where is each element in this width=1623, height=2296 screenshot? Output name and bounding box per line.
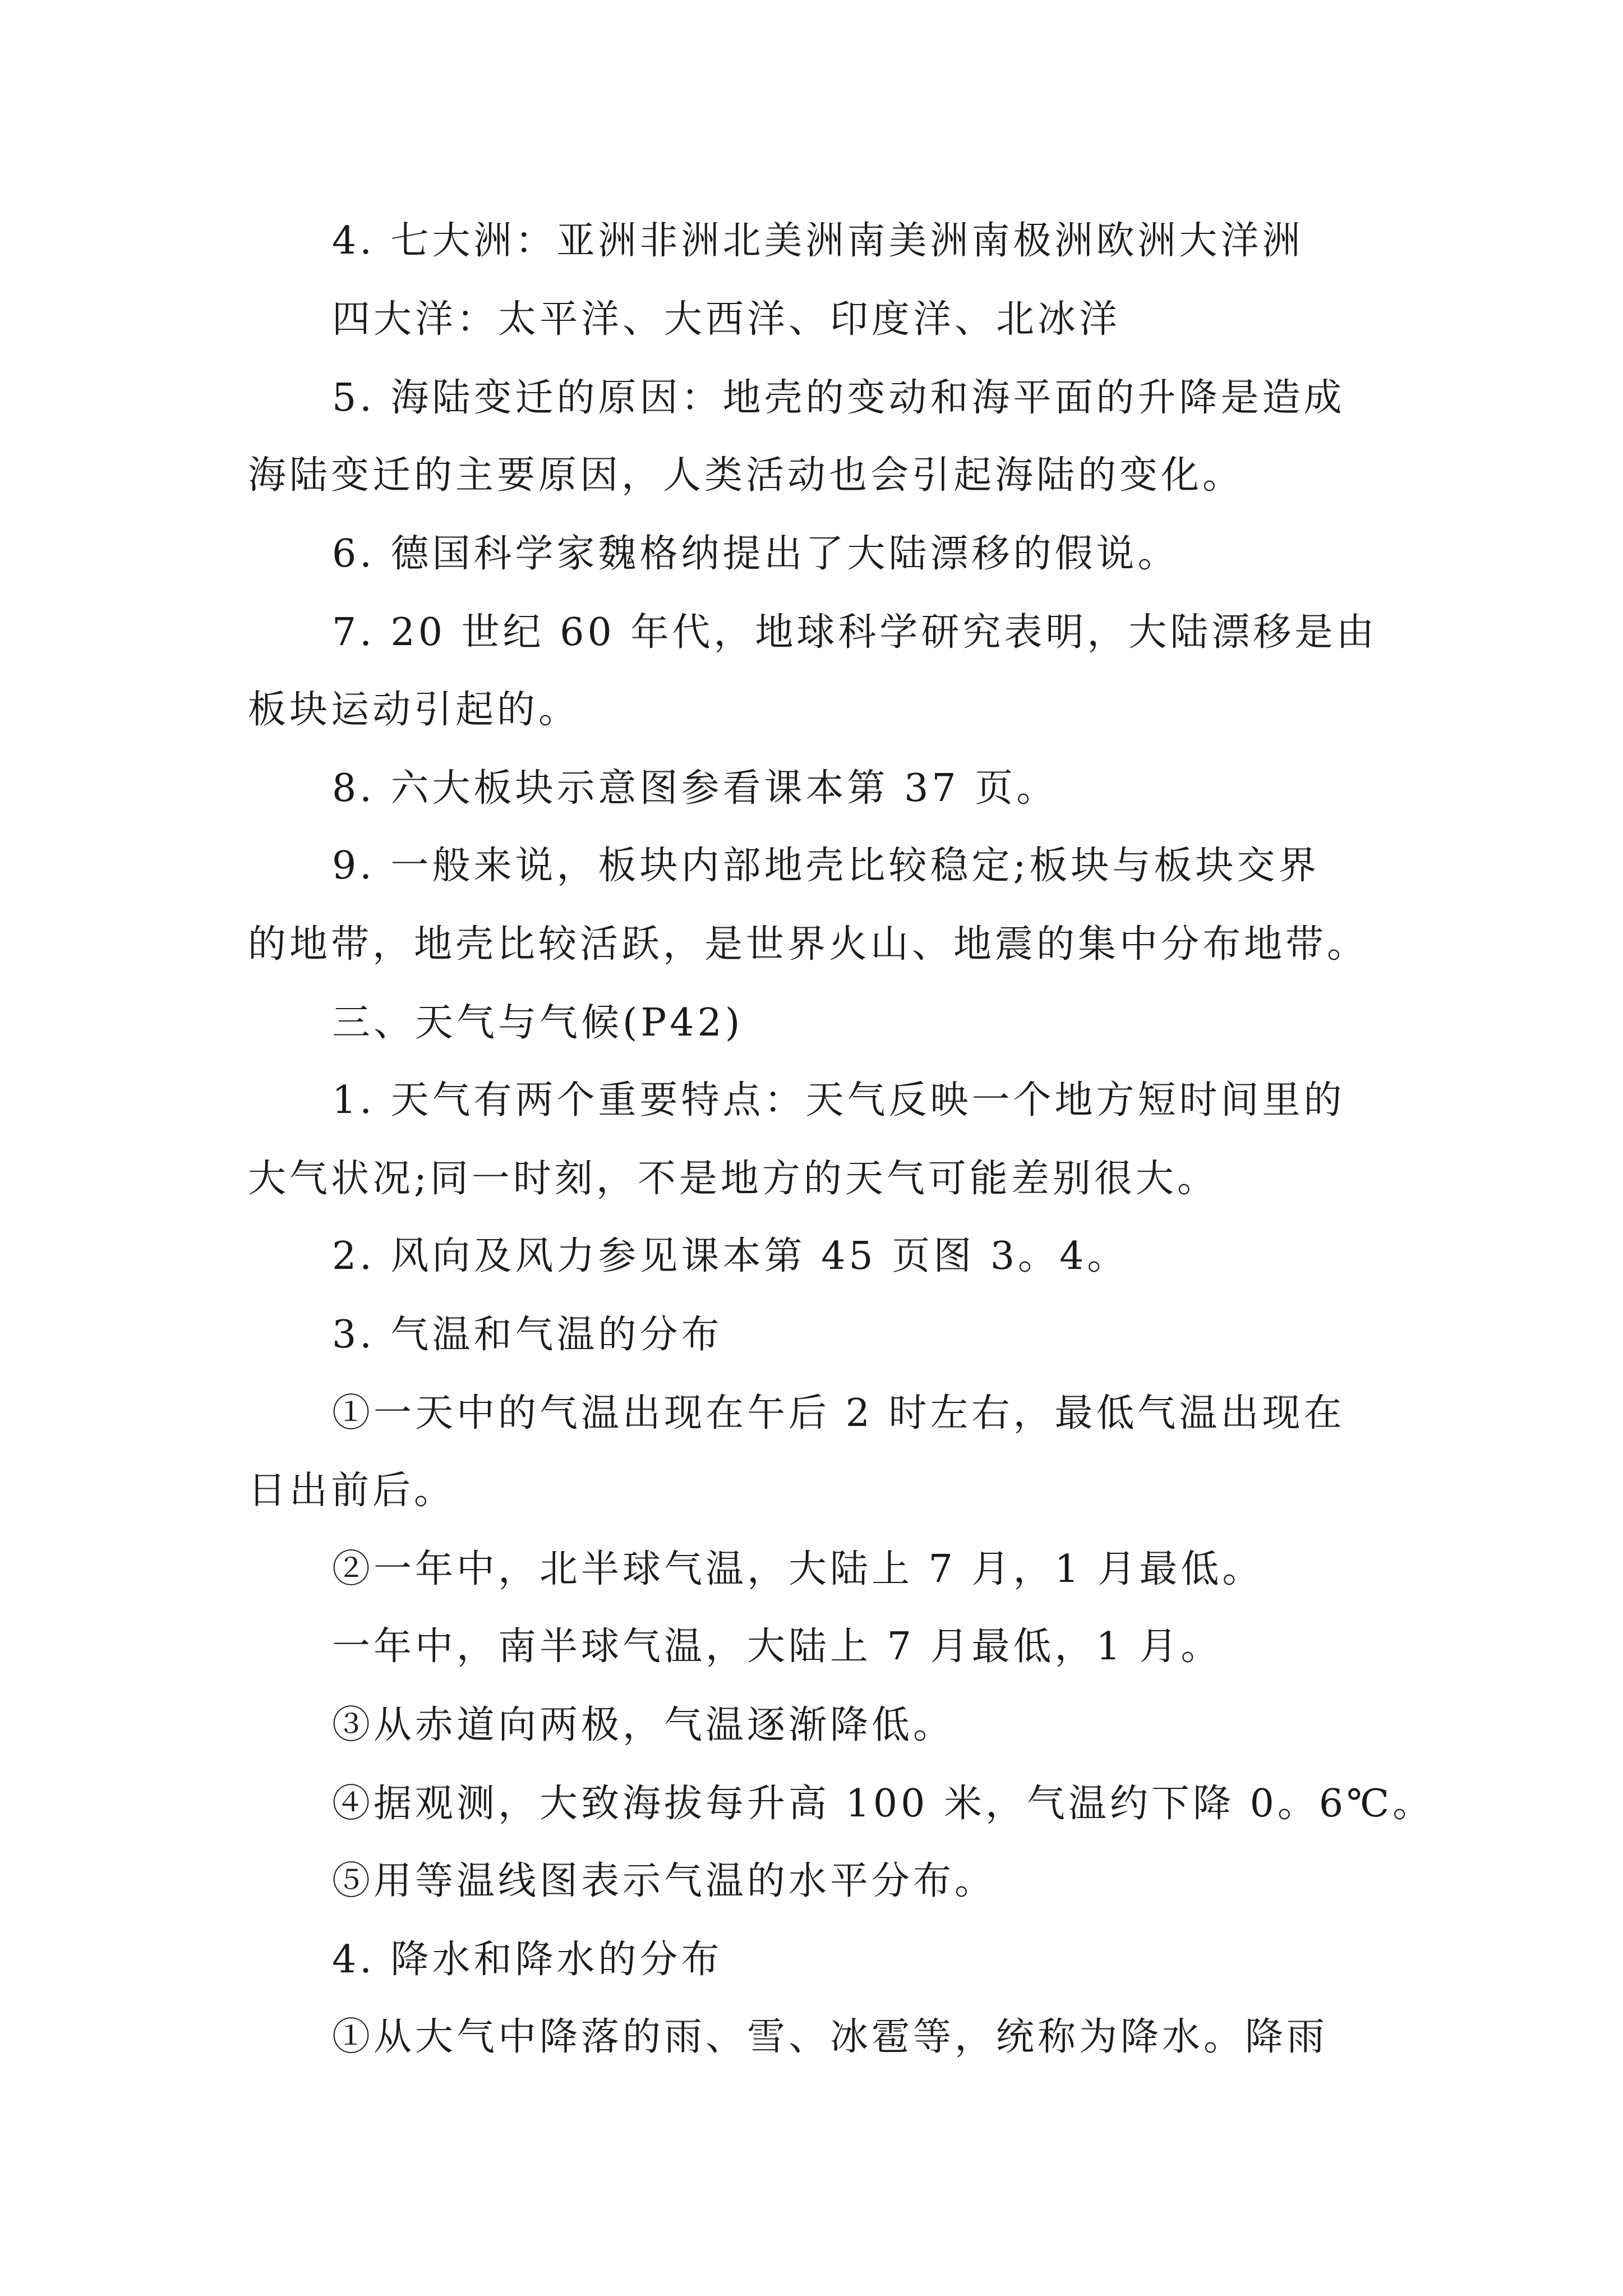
text-line: 4. 七大洲：亚洲非洲北美洲南美洲南极洲欧洲大洋洲 [332,219,1304,263]
text-line: 6. 德国科学家魏格纳提出了大陆漂移的假说。 [332,532,1179,576]
text-line: ③从赤道向两极，气温逐渐降低。 [332,1703,955,1747]
text-line: 7. 20 世纪 60 年代，地球科学研究表明，大陆漂移是由 [332,610,1378,655]
text-line: ②一年中，北半球气温，大陆上 7 月，1 月最低。 [332,1547,1264,1591]
text-line: 3. 气温和气温的分布 [332,1313,723,1357]
text-line: 4. 降水和降水的分布 [332,1938,723,1982]
text-line: 一年中，南半球气温，大陆上 7 月最低，1 月。 [332,1625,1223,1669]
text-line: 海陆变迁的主要原因，人类活动也会引起海陆的变化。 [248,453,1244,498]
text-line: 四大洋：太平洋、大西洋、印度洋、北冰洋 [332,297,1121,342]
text-line: ⑤用等温线图表示气温的水平分布。 [332,1859,997,1903]
text-line: ④据观测，大致海拔每升高 100 米，气温约下降 0。6℃。 [332,1782,1435,1826]
text-line: 的地带，地壳比较活跃，是世界火山、地震的集中分布地带。 [248,922,1369,967]
text-line: 日出前后。 [248,1469,456,1513]
text-line: 板块运动引起的。 [248,688,580,732]
section-heading: 三、天气与气候(P42) [332,1001,744,1045]
text-line: ①从大气中降落的雨、雪、冰雹等，统称为降水。降雨 [332,2015,1329,2059]
text-line: 大气状况;同一时刻，不是地方的天气可能差别很大。 [248,1157,1219,1201]
text-line: ①一天中的气温出现在午后 2 时左右，最低气温出现在 [332,1391,1345,1435]
text-line: 5. 海陆变迁的原因：地壳的变动和海平面的升降是造成 [332,376,1345,420]
text-line: 1. 天气有两个重要特点：天气反映一个地方短时间里的 [332,1078,1345,1122]
text-line: 9. 一般来说，板块内部地壳比较稳定;板块与板块交界 [332,844,1320,888]
text-line: 8. 六大板块示意图参看课本第 37 页。 [332,766,1058,811]
text-line: 2. 风向及风力参见课本第 45 页图 3。4。 [332,1234,1129,1278]
